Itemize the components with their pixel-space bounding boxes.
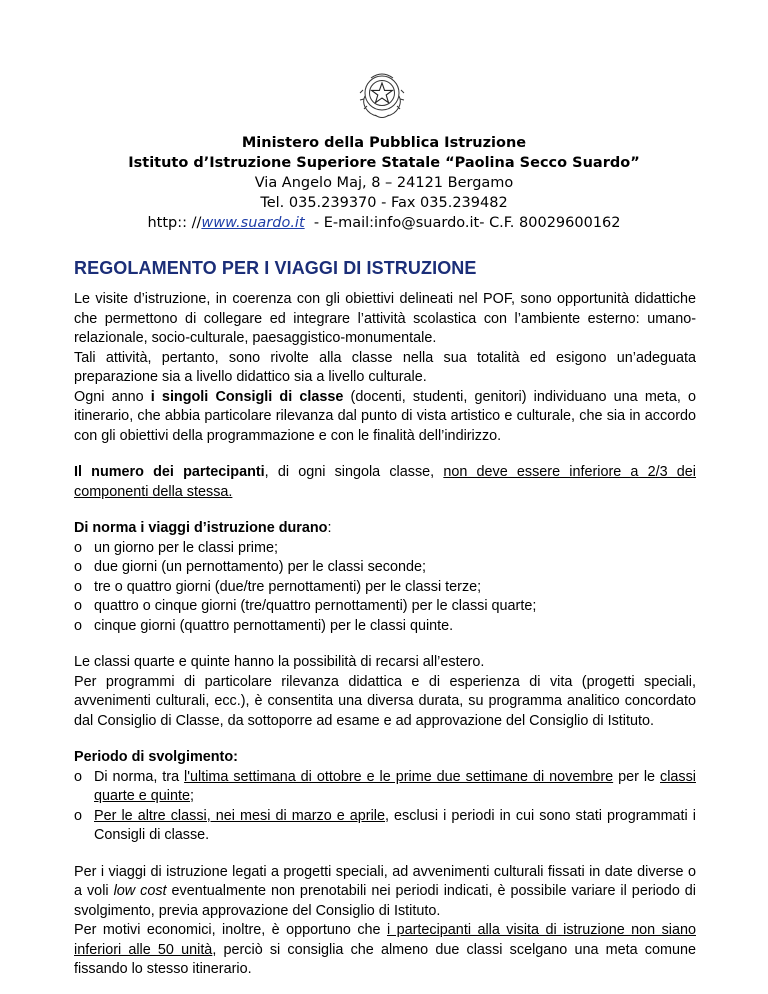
web-prefix: http:: // xyxy=(147,215,202,231)
list-item: o tre o quattro giorni (due/tre pernottamenti) per le classi terze; xyxy=(74,578,482,595)
website-link[interactable]: www.suardo.it xyxy=(201,215,305,231)
list-item: o Per le altre classi, nei mesi di marzo e aprile, esclusi i periodi in cui sono stati programmati i Consigli di classe. xyxy=(74,807,696,843)
special-paragraph-1: Per i viaggi di istruzione legati a progetti speciali, ad avvenimenti culturali fissati in date diverse o a voli low cost eventualmente non prenotabili nei periodi indicati, è possibile variare il periodo di svolgimento, previa approvazione del Consiglio di Istituto. xyxy=(74,863,697,919)
period-heading: Periodo di svolgimento: xyxy=(74,749,238,765)
address: Via Angelo Maj, 8 – 24121 Bergamo xyxy=(254,175,514,191)
list-item: o due giorni (un pernottamento) per le classi seconde; xyxy=(74,559,426,575)
document-body xyxy=(74,290,696,980)
republic-emblem-icon xyxy=(357,68,407,122)
ministry-name: Ministero della Pubblica Istruzione xyxy=(241,135,527,151)
contact-line xyxy=(0,213,768,233)
list-item: o un giorno per le classi prime; xyxy=(74,539,278,556)
institute-name: Istituto d’Istruzione Superiore Statale “Paolina Secco Suardo” xyxy=(128,155,640,171)
intro-paragraph-3: Ogni anno i singoli Consigli di classe (docenti, studenti, genitori) individuano una meta, o itinerario, che abbia particolare rilevanza dal punto di vista artistico e culturale, che sia in accordo con gli obiettivi della programmazione e con le finalità dell’indirizzo. xyxy=(74,388,696,444)
list-item: o cinque giorni (quattro pernottamenti) per le classi quinte. xyxy=(74,617,454,634)
special-paragraph-2: Per motivi economici, inoltre, è opportuno che i partecipanti alla visita di istruzione non siano inferiori alle 50 unità, perciò si consiglia che almeno due classi scelgano una meta comune fissando lo stesso itinerario. xyxy=(74,922,697,977)
abroad-paragraph-1: Le classi quarte e quinte hanno la possibilità di recarsi all’estero. xyxy=(74,654,485,670)
letterhead xyxy=(0,133,768,233)
intro-paragraph-1: Le visite d’istruzione, in coerenza con gli obiettivi delineati nel POF, sono opportunità didattiche che permettono di collegare ed integrare l’attività scolastica con l’ambiente esterno: umano-relazionale, socio-culturale, paesaggistico-monumentale. xyxy=(74,291,696,346)
page-title: REGOLAMENTO PER I VIAGGI DI ISTRUZIONE xyxy=(74,258,477,278)
list-item: o Di norma, tra l'ultima settimana di ottobre e le prime due settimane di novembre per le classi quarte e quinte; xyxy=(74,768,696,804)
list-item: o quattro o cinque giorni (tre/quattro pernottamenti) per le classi quarte; xyxy=(74,598,537,614)
phone-fax: Tel. 035.239370 - Fax 035.239482 xyxy=(260,195,508,211)
abroad-paragraph-2: Per programmi di particolare rilevanza didattica e di esperienza di vita (progetti speciali, avvenimenti culturali, ecc.), è consentita una diversa durata, su programma analitico concordato dal Consiglio di Classe, da sottoporre ad esame e ad approvazione del Consiglio di Istituto. xyxy=(74,673,696,729)
duration-heading: Di norma i viaggi d’istruzione durano: xyxy=(74,520,332,536)
period-list xyxy=(74,768,696,846)
intro-paragraph-2: Tali attività, pertanto, sono rivolte alla classe nella sua totalità ed esigono un’adeguata preparazione sia a livello didattico sia a livello culturale. xyxy=(74,349,696,385)
email-cf: - E-mail:info@suardo.it- C.F. 80029600162 xyxy=(304,215,621,231)
duration-list xyxy=(74,539,696,637)
participants-paragraph: Il numero dei partecipanti, di ogni singola classe, non deve essere inferiore a 2/3 dei componenti della stessa. xyxy=(74,464,696,500)
